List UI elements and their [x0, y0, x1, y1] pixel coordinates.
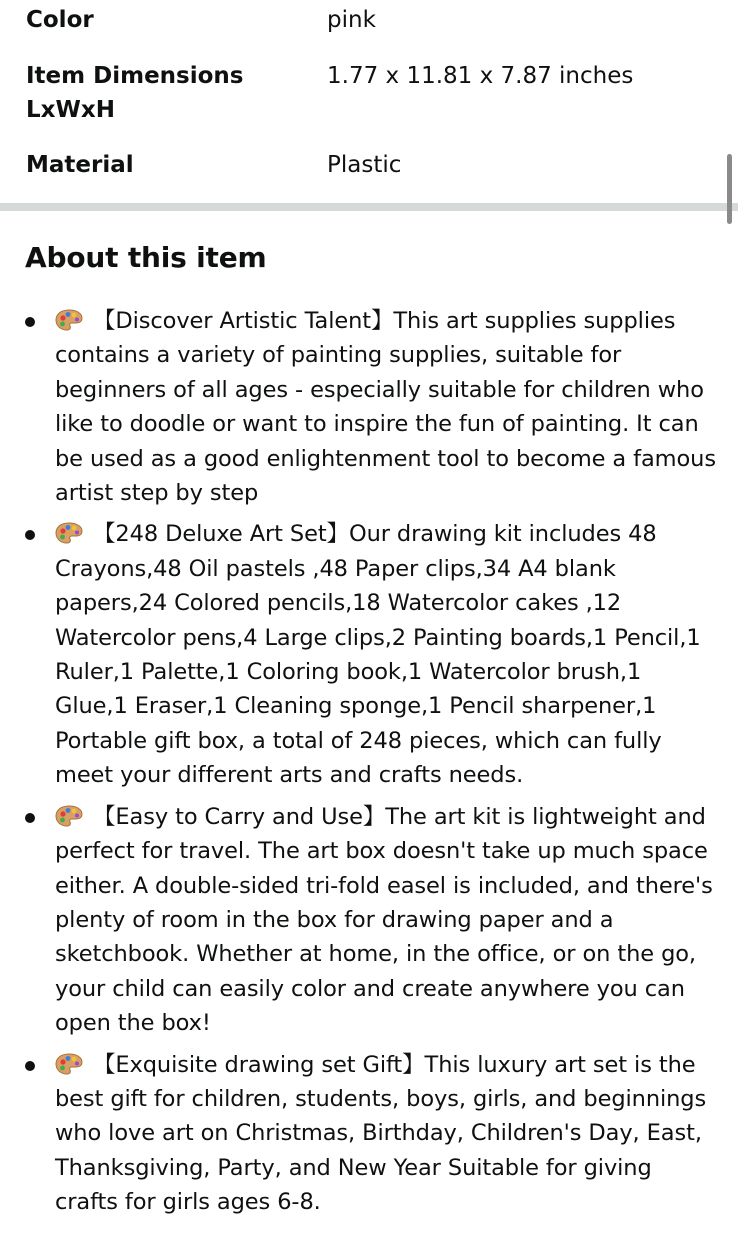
about-bullet-item	[0, 1048, 738, 1220]
about-bullet-item	[0, 304, 738, 510]
bullet-dot-icon	[25, 317, 35, 327]
about-bullet-item	[0, 800, 738, 1041]
artist-palette-icon	[55, 522, 83, 544]
about-bullet-item	[0, 517, 738, 792]
spec-label-material: Material	[26, 152, 134, 178]
bullet-dot-icon	[25, 1061, 35, 1071]
about-bullet-text: 【248 Deluxe Art Set】Our drawing kit includes 48 Crayons,48 Oil pastels ,48 Paper clips,34 A4 blank papers,24 Colored pencils,18 Watercolor cakes ,12 Watercolor pens,4 Large clips,2 Painting boards,1 Pencil,1 Ruler,1 Palette,1 Coloring book,1 Watercolor brush,1 Glue,1 Eraser,1 Cleaning sponge,1 Pencil sharpener,1 Portable gift box, a total of 248 pieces, which can fully meet your different arts and crafts needs.	[55, 521, 701, 789]
bullet-dot-icon	[25, 530, 35, 540]
bullet-dot-icon	[25, 813, 35, 823]
scrollbar[interactable]	[727, 154, 732, 224]
spec-value-material: Plastic	[327, 152, 402, 178]
artist-palette-icon	[55, 805, 83, 827]
section-divider	[0, 203, 738, 211]
artist-palette-icon	[55, 309, 83, 331]
about-bullet-text: 【Exquisite drawing set Gift】This luxury art set is the best gift for children, students, boys, girls, and beginnings who love art on Christmas, Birthday, Children's Day, East, Thanksgiving, Party, and New Year Suitable for giving crafts for girls ages 6-8.	[55, 1051, 707, 1216]
spec-value-color: pink	[327, 7, 376, 33]
spec-value-dimensions: 1.77 x 11.81 x 7.87 inches	[327, 63, 634, 89]
artist-palette-icon	[55, 1053, 83, 1075]
about-this-item-heading: About this item	[25, 241, 267, 274]
spec-label-dimensions: Item Dimensions LxWxH	[26, 63, 244, 123]
about-bullet-text: 【Discover Artistic Talent】This art supplies supplies contains a variety of painting supplies, suitable for beginners of all ages - especially suitable for children who like to doodle or want to inspire the fun of painting. It can be used as a good enlightenment tool to become a famous artist step by step	[55, 308, 716, 507]
spec-label-color: Color	[26, 7, 94, 33]
about-bullet-text: 【Easy to Carry and Use】The art kit is lightweight and perfect for travel. The art box doesn't take up much space either. A double-sided tri-fold easel is included, and there's plenty of room in the box for drawing paper and a sketchbook. Whether at home, in the office, or on the go, your child can easily color and create anywhere you can open the box!	[55, 803, 713, 1037]
product-specs-table	[0, 0, 738, 206]
about-bullet-list	[0, 304, 738, 1227]
